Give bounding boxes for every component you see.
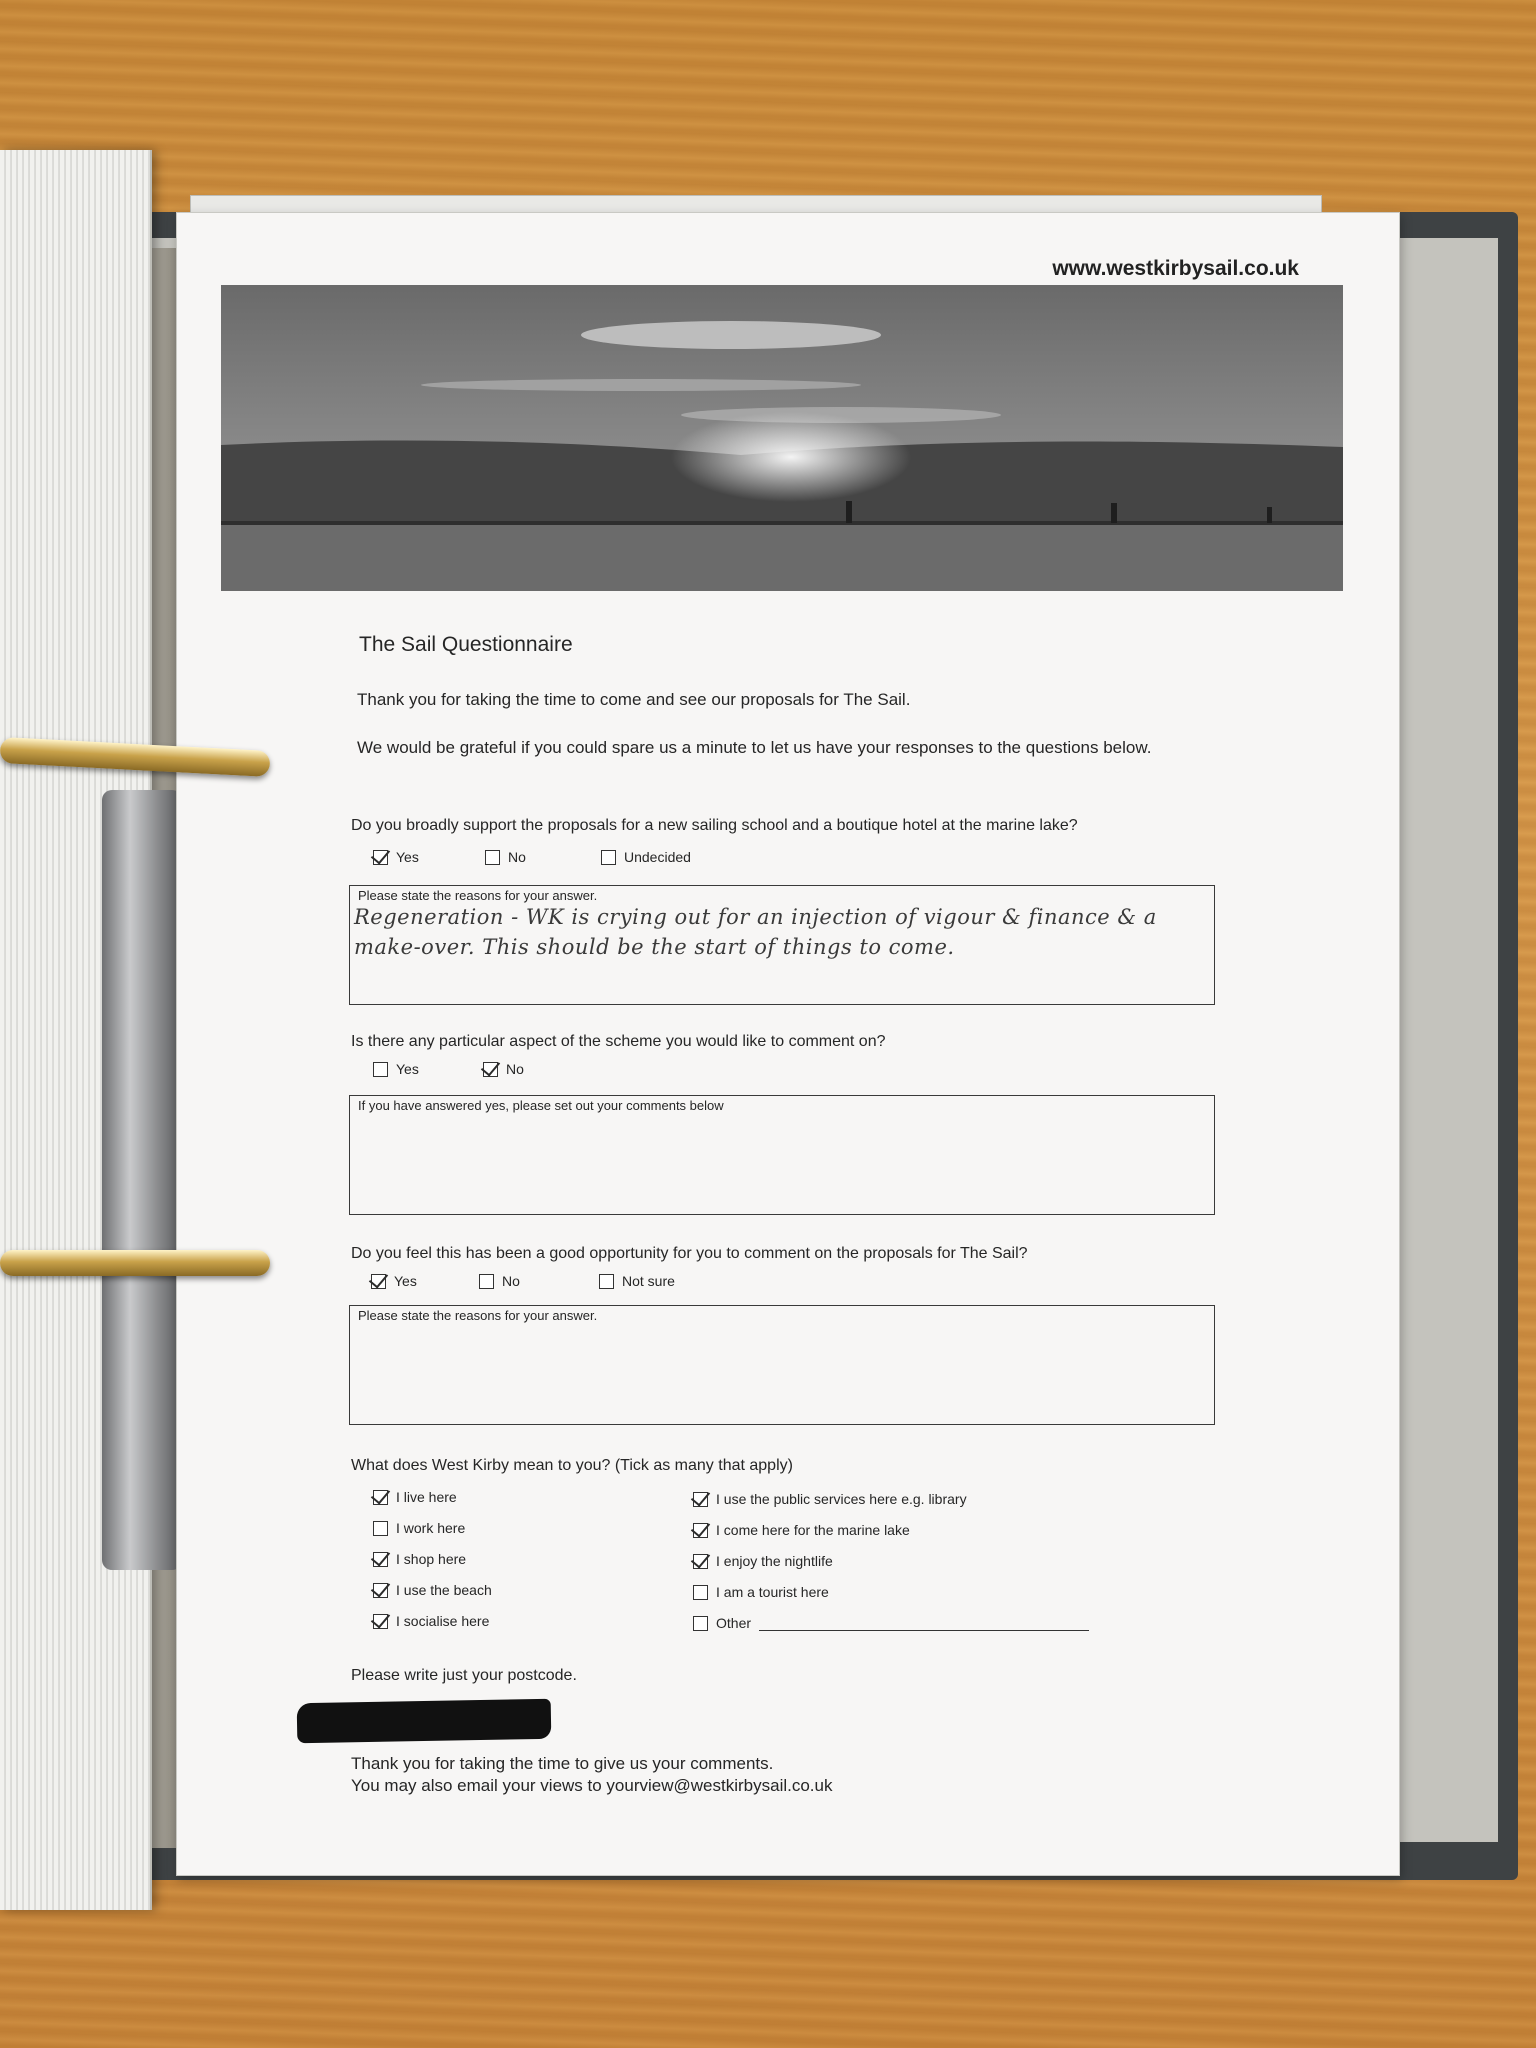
- q4-live-here-checkbox[interactable]: [373, 1490, 388, 1505]
- q4-live-here-label: I live here: [396, 1489, 457, 1505]
- q1-answer-box[interactable]: [349, 885, 1215, 1005]
- q2-yes-checkbox[interactable]: [373, 1062, 388, 1077]
- thank-you-text: Thank you for taking the time to give us your comments.: [351, 1754, 774, 1773]
- q4-work-here-checkbox[interactable]: [373, 1521, 388, 1536]
- q1-handwritten-answer: Regeneration - WK is crying out for an injection of vigour & finance & a make-over. This should be the start of things to come.: [354, 905, 1157, 959]
- q3-answer-box[interactable]: [349, 1305, 1215, 1425]
- q2-answer-label: If you have answered yes, please set out your comments below: [358, 1098, 724, 1113]
- intro-text: Thank you for taking the time to come and see our proposals for The Sail.: [357, 690, 911, 709]
- q3-yes-label: Yes: [394, 1273, 417, 1289]
- q2-no-checkbox[interactable]: [483, 1062, 498, 1077]
- q1-undecided-option[interactable]: [601, 849, 691, 865]
- q3-yes-option[interactable]: [371, 1273, 417, 1289]
- q3-not-sure-label: Not sure: [622, 1273, 675, 1289]
- q3-no-option[interactable]: [479, 1273, 520, 1289]
- q4-marine-lake-checkbox[interactable]: [693, 1523, 708, 1538]
- q4-public-services-option[interactable]: [693, 1491, 967, 1507]
- q4-nightlife-option[interactable]: [693, 1553, 833, 1569]
- q4-other-option[interactable]: [693, 1615, 1089, 1631]
- questionnaire-title: The Sail Questionnaire: [359, 633, 573, 656]
- q1-undecided-label: Undecided: [624, 849, 691, 865]
- q3-no-label: No: [502, 1273, 520, 1289]
- q4-nightlife-checkbox[interactable]: [693, 1554, 708, 1569]
- q4-marine-lake-option[interactable]: [693, 1522, 910, 1538]
- question-4: What does West Kirby mean to you? (Tick as many that apply): [351, 1457, 793, 1474]
- q1-yes-checkbox[interactable]: [373, 850, 388, 865]
- q4-shop-here-checkbox[interactable]: [373, 1552, 388, 1567]
- redacted-postcode: [297, 1699, 552, 1743]
- q4-tourist-checkbox[interactable]: [693, 1585, 708, 1600]
- question-3: Do you feel this has been a good opportunity for you to comment on the proposals for The Sail?: [351, 1245, 1028, 1262]
- q4-shop-here-label: I shop here: [396, 1551, 467, 1567]
- q4-other-checkbox[interactable]: [693, 1616, 708, 1631]
- question-2: Is there any particular aspect of the scheme you would like to comment on?: [351, 1033, 886, 1050]
- q4-work-here-option[interactable]: [373, 1520, 465, 1536]
- q4-beach-option[interactable]: [373, 1582, 492, 1598]
- q4-other-input-line[interactable]: [759, 1616, 1089, 1631]
- q1-no-label: No: [508, 849, 526, 865]
- q3-not-sure-option[interactable]: [599, 1273, 675, 1289]
- q1-undecided-checkbox[interactable]: [601, 850, 616, 865]
- q2-answer-box[interactable]: [349, 1095, 1215, 1215]
- q3-yes-checkbox[interactable]: [371, 1274, 386, 1289]
- q4-tourist-option[interactable]: [693, 1584, 829, 1600]
- q2-yes-label: Yes: [396, 1061, 419, 1077]
- q1-yes-label: Yes: [396, 849, 419, 865]
- question-1: Do you broadly support the proposals for a new sailing school and a boutique hotel at the marine lake?: [351, 817, 1078, 834]
- binder-ring-bottom: [0, 1250, 270, 1276]
- website-url: www.westkirbysail.co.uk: [1052, 257, 1299, 280]
- q1-no-option[interactable]: [485, 849, 526, 865]
- q4-work-here-label: I work here: [396, 1520, 466, 1536]
- q4-public-services-label: I use the public services here e.g. library: [716, 1491, 967, 1507]
- postcode-prompt: Please write just your postcode.: [351, 1667, 577, 1684]
- q2-yes-option[interactable]: [373, 1061, 419, 1077]
- sunset-banner-image: [221, 285, 1343, 591]
- q1-yes-option[interactable]: [373, 849, 419, 865]
- q4-live-here-option[interactable]: [373, 1489, 457, 1505]
- q1-no-checkbox[interactable]: [485, 850, 500, 865]
- questionnaire-page: [176, 212, 1400, 1876]
- q2-no-label: No: [506, 1061, 524, 1077]
- q4-socialise-label: I socialise here: [396, 1613, 490, 1629]
- intro-request-text: We would be grateful if you could spare us a minute to let us have your responses to the questions below.: [357, 738, 1152, 757]
- q3-not-sure-checkbox[interactable]: [599, 1274, 614, 1289]
- q4-beach-label: I use the beach: [396, 1582, 492, 1598]
- q4-public-services-checkbox[interactable]: [693, 1492, 708, 1507]
- q1-answer-label: Please state the reasons for your answer.: [358, 888, 598, 903]
- q3-no-checkbox[interactable]: [479, 1274, 494, 1289]
- q4-shop-here-option[interactable]: [373, 1551, 466, 1567]
- q4-other-label: Other: [716, 1615, 752, 1631]
- ring-mechanism: [102, 790, 182, 1570]
- q4-marine-lake-label: I come here for the marine lake: [716, 1522, 910, 1538]
- q4-socialise-option[interactable]: [373, 1613, 489, 1629]
- q4-socialise-checkbox[interactable]: [373, 1614, 388, 1629]
- q4-tourist-label: I am a tourist here: [716, 1584, 829, 1600]
- q3-answer-label: Please state the reasons for your answer.: [358, 1308, 598, 1323]
- q4-beach-checkbox[interactable]: [373, 1583, 388, 1598]
- email-text: You may also email your views to yourview@westkirbysail.co.uk: [351, 1776, 833, 1795]
- q2-no-option[interactable]: [483, 1061, 524, 1077]
- q4-nightlife-label: I enjoy the nightlife: [716, 1553, 833, 1569]
